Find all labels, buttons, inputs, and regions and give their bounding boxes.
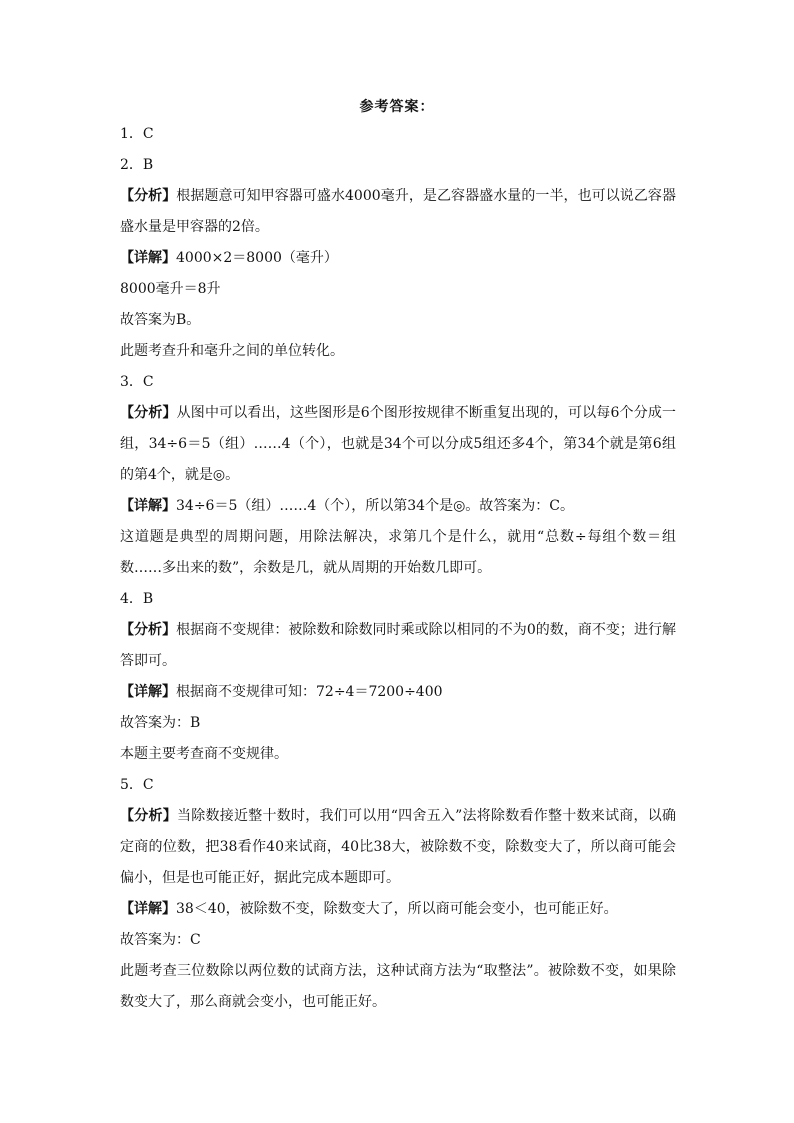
q5-answer: 故答案为：C (120, 932, 201, 948)
analysis-tag: 【分析】 (120, 405, 177, 421)
answer-1: 1．C (120, 126, 154, 142)
detail-text: 38＜40，被除数不变，除数变大了，所以商可能会变小，也可能正好。 (176, 901, 618, 917)
q2-answer: 故答案为B。 (120, 312, 201, 328)
q5-analysis (120, 801, 676, 894)
analysis-text: 当除数接近整十数时，我们可以用“四舍五入”法将除数看作整十数来试商，以确定商的位数，把38看作40来试商，40比38大，被除数不变，除数变大了，所以商可能会偏小，但是也可能正好，据此完成本题即可。 (120, 808, 677, 886)
page-title: 参考答案： (359, 99, 435, 115)
answer-2: 2．B (120, 157, 154, 173)
q4-note: 本题主要考查商不变规律。 (120, 746, 288, 762)
q2-detail-line2: 8000毫升＝8升 (120, 281, 221, 297)
q2-analysis (120, 181, 676, 243)
q5-note: 此题考查三位数除以两位数的试商方法，这种试商方法为“取整法”。被除数不变，如果除数变大了，那么商就会变小，也可能正好。 (120, 963, 676, 1010)
q3-analysis (120, 398, 676, 491)
q2-note: 此题考查升和毫升之间的单位转化。 (120, 343, 344, 359)
detail-text: 根据商不变规律可知：72÷4＝7200÷400 (176, 684, 443, 700)
analysis-tag: 【分析】 (120, 808, 177, 824)
analysis-tag: 【分析】 (120, 622, 177, 638)
q3-note: 这道题是典型的周期问题，用除法解决，求第几个是什么，就用“总数÷每组个数＝组数……多出来的数”，余数是几，就从周期的开始数几即可。 (120, 529, 676, 576)
detail-text: 34÷6＝5（组）……4（个），所以第34个是◎。故答案为：C。 (176, 498, 575, 514)
detail-tag: 【详解】 (120, 250, 176, 266)
answer-3: 3．C (120, 374, 154, 390)
q5-detail (120, 894, 676, 925)
answer-5: 5．C (120, 777, 154, 793)
q4-answer: 故答案为：B (120, 715, 201, 731)
analysis-text: 从图中可以看出，这些图形是6个图形按规律不断重复出现的，可以每6个分成一组，34÷6＝5（组）……4（个），也就是34个可以分成5组还多4个，第34个就是第6组的第4个，就是◎。 (120, 405, 677, 483)
analysis-text: 根据商不变规律：被除数和除数同时乘或除以相同的不为0的数，商不变；进行解答即可。 (120, 622, 677, 669)
answer-4: 4．B (120, 591, 154, 607)
detail-text: 4000×2＝8000（毫升） (176, 250, 338, 266)
analysis-text: 根据题意可知甲容器可盛水4000毫升，是乙容器盛水量的一半，也可以说乙容器盛水量是甲容器的2倍。 (120, 188, 676, 235)
detail-tag: 【详解】 (120, 901, 176, 917)
q4-analysis (120, 615, 676, 677)
detail-tag: 【详解】 (120, 498, 176, 514)
analysis-tag: 【分析】 (120, 188, 177, 204)
answer-content (120, 119, 676, 1018)
q2-detail (120, 243, 676, 274)
q3-detail (120, 491, 676, 522)
q4-detail (120, 677, 676, 708)
detail-tag: 【详解】 (120, 684, 176, 700)
